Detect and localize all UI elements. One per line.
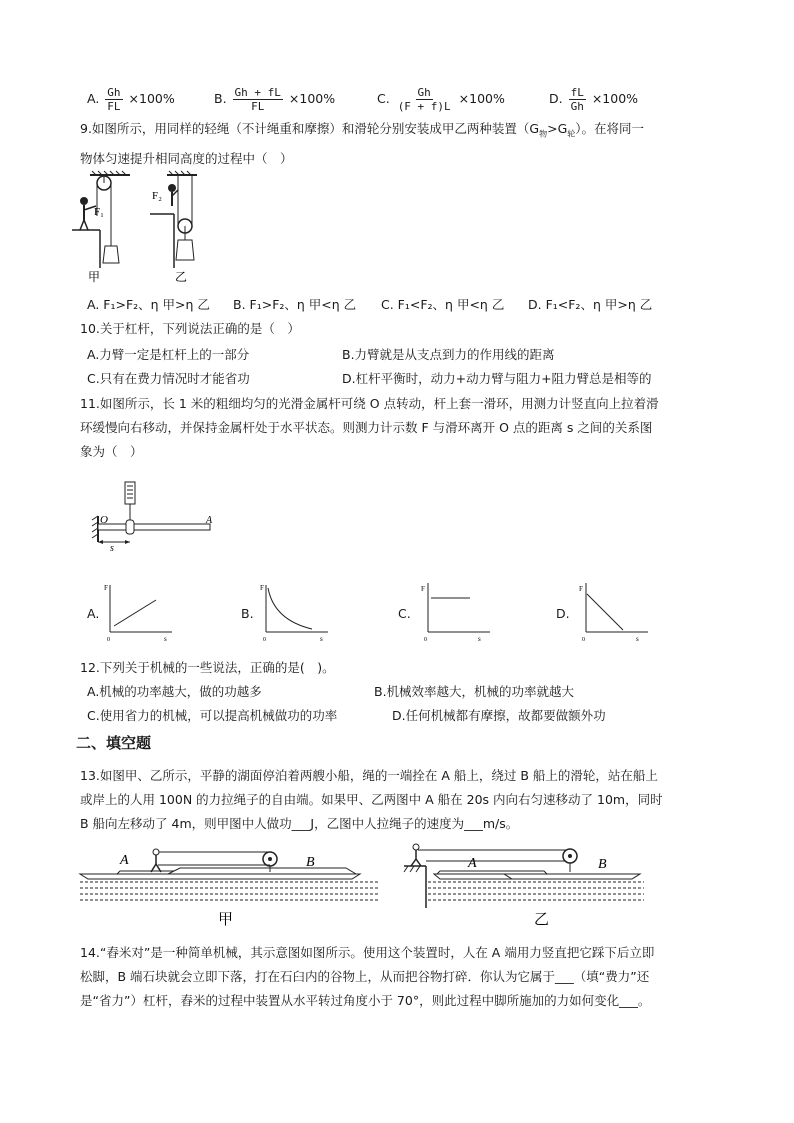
fraction-denominator: FL — [107, 100, 121, 113]
fraction-numerator: Gh + fL — [234, 86, 281, 99]
q10-stem: 10.关于杠杆，下列说法正确的是（ ） — [80, 321, 300, 336]
fraction-numerator: fL — [570, 86, 584, 99]
graph-a-curve — [114, 600, 156, 626]
q13-yi-label-a: A — [468, 856, 477, 871]
q10-option-d[interactable]: D.杠杆平衡时，动力+动力臂与阻力+阻力臂总是相等的 — [342, 371, 652, 386]
q13-figure-jia — [80, 838, 380, 930]
graph-axis-s: s — [320, 635, 323, 643]
q8-option-a-label: A. — [87, 91, 100, 106]
q12-option-a[interactable]: A.机械的功率越大，做的功越多 — [87, 684, 262, 699]
q9-text-line1-end: ）。在将同一 — [575, 121, 645, 136]
graph-origin: 0 — [424, 637, 427, 643]
q11-graph-b-label[interactable]: B. — [241, 606, 254, 621]
q11-graph-a-label[interactable]: A. — [87, 606, 100, 621]
q8-option-b-suffix: ×100% — [288, 91, 336, 106]
q10-option-b[interactable]: B.力臂就是从支点到力的作用线的距离 — [342, 347, 555, 362]
q14-line3: 是“省力”）杠杆，舂米的过程中装置从水平转过角度小于 70°，则此过程中脚所施加的力如何变化___。 — [80, 993, 651, 1008]
q11-line3: 象为（ ） — [80, 444, 143, 459]
q8-option-c-fraction — [396, 86, 453, 113]
q14-stem — [80, 941, 654, 1013]
q9-stem — [80, 117, 644, 171]
q9-sub-wheel: 轮 — [567, 129, 576, 139]
q9-label-yi: 乙 — [175, 270, 188, 284]
q13-figure-yi — [404, 838, 644, 930]
q9-sub-object: 物 — [539, 129, 548, 139]
q8-option-a-fraction — [105, 86, 122, 113]
q11-graph-b — [256, 580, 336, 642]
q8-option-a[interactable] — [87, 86, 175, 113]
fraction-denominator: FL — [251, 100, 265, 113]
q11-lever-figure — [90, 480, 220, 552]
fraction-numerator: Gh — [107, 86, 121, 99]
q9-gt: >G — [547, 121, 568, 136]
q9-label-f1: F₁ — [94, 206, 104, 218]
section-title: 二、填空题 — [76, 734, 152, 752]
graph-b-curve — [268, 588, 312, 629]
q13-label-yi: 乙 — [534, 912, 550, 928]
q8-option-c-suffix: ×100% — [458, 91, 505, 106]
q8-option-d[interactable] — [549, 86, 638, 113]
q11-label-s: s — [110, 543, 114, 554]
q11-line1: 11.如图所示，长 1 米的粗细均匀的光滑金属杆可绕 O 点转动，杆上套一滑环，用测力计竖直向上拉着滑 — [80, 396, 659, 411]
graph-axis-s: s — [478, 635, 481, 643]
q10-option-c[interactable]: C.只有在费力情况时才能省功 — [87, 371, 250, 386]
graph-origin: 0 — [263, 637, 266, 643]
q8-option-c-label: C. — [377, 91, 390, 106]
q9-pulley-figure — [72, 168, 212, 286]
q8-option-b-label: B. — [214, 91, 227, 106]
q13-yi-label-b: B — [598, 857, 607, 872]
q13-line1: 13.如图甲、乙所示，平静的湖面停泊着两艘小船，绳的一端拴在 A 船上，绕过 B 船上的滑轮，站在船上 — [80, 768, 658, 783]
graph-d-curve — [587, 594, 623, 630]
q12-option-b[interactable]: B.机械效率越大，机械的功率就越大 — [374, 684, 575, 699]
q9-label-jia: 甲 — [88, 270, 101, 284]
graph-origin: 0 — [582, 637, 585, 643]
q9-label-f2: F₂ — [152, 190, 162, 202]
q13-label-jia: 甲 — [218, 912, 234, 928]
q9-text-line1: 9.如图所示，用同样的轻绳（不计绳重和摩擦）和滑轮分别安装成甲乙两种装置（G — [80, 121, 540, 136]
graph-axis-f: F — [260, 584, 264, 592]
q11-graph-d-label[interactable]: D. — [556, 606, 570, 621]
q8-option-d-label: D. — [549, 91, 563, 106]
q11-label-o: O — [100, 514, 108, 526]
q12-stem: 12.下列关于机械的一些说法，正确的是( )。 — [80, 660, 335, 675]
q9-option-a[interactable]: A. F₁>F₂、η 甲>η 乙 — [87, 297, 210, 312]
graph-axis-s: s — [164, 635, 167, 643]
fraction-denominator: (F + f)L — [397, 100, 451, 113]
q11-graph-c — [418, 578, 498, 642]
q13-jia-label-b: B — [306, 855, 315, 870]
graph-axis-f: F — [104, 584, 108, 592]
graph-axis-s: s — [636, 635, 639, 643]
q13-line3: B 船向左移动了 4m，则甲图中人做功___J，乙图中人拉绳子的速度为___m/s。 — [80, 816, 519, 831]
q11-graph-c-label[interactable]: C. — [398, 606, 411, 621]
q8-option-b[interactable] — [214, 86, 335, 113]
q9-option-b[interactable]: B. F₁>F₂、η 甲<η 乙 — [233, 297, 357, 312]
fraction-denominator: Gh — [570, 100, 584, 113]
yi-movable-pulley — [150, 171, 197, 268]
q11-stem — [80, 392, 659, 464]
q11-graph-a — [100, 580, 180, 642]
q9-text-line2: 物体匀速提升相同高度的过程中（ ） — [80, 150, 293, 166]
q11-line2: 环缓慢向右移动，并保持金属杆处于水平状态。则测力计示数 F 与滑环离开 O 点的距离 s 之间的关系图 — [80, 420, 653, 435]
q12-option-d[interactable]: D.任何机械都有摩擦，故都要做额外功 — [392, 708, 606, 723]
q13-stem — [80, 764, 663, 836]
q8-option-d-suffix: ×100% — [591, 91, 639, 106]
q14-line1: 14.“舂米对”是一种简单机械，其示意图如图所示。使用这个装置时，人在 A 端用力竖直把它踩下后立即 — [80, 945, 655, 960]
q14-line2: 松脚，B 端石块就会立即下落，打在石臼内的谷物上，从而把谷物打碎．你认为它属于___（填“费力”还 — [80, 969, 650, 984]
q10-option-a[interactable]: A.力臂一定是杠杆上的一部分 — [87, 347, 250, 362]
q11-graph-d — [576, 578, 656, 642]
q8-option-a-suffix: ×100% — [128, 91, 175, 106]
q13-line2: 或岸上的人用 100N 的力拉绳子的自由端。如果甲、乙两图中 A 船在 20s 内向右匀速移动了 10m，同时 — [80, 792, 663, 807]
graph-origin: 0 — [107, 637, 110, 643]
q9-option-c[interactable]: C. F₁<F₂、η 甲<η 乙 — [381, 297, 505, 312]
q13-jia-label-a: A — [120, 853, 129, 868]
q8-option-b-fraction — [233, 86, 283, 113]
q8-option-c[interactable] — [377, 86, 505, 113]
fraction-numerator: Gh — [417, 86, 431, 99]
q9-option-d[interactable]: D. F₁<F₂、η 甲>η 乙 — [528, 297, 653, 312]
q11-label-a: A — [206, 515, 213, 526]
jia-fixed-pulley — [72, 171, 130, 268]
q12-option-c[interactable]: C.使用省力的机械，可以提高机械做功的功率 — [87, 708, 338, 723]
graph-axis-f: F — [421, 585, 425, 593]
graph-axis-f: F — [579, 585, 583, 593]
q8-option-d-fraction — [569, 86, 586, 113]
